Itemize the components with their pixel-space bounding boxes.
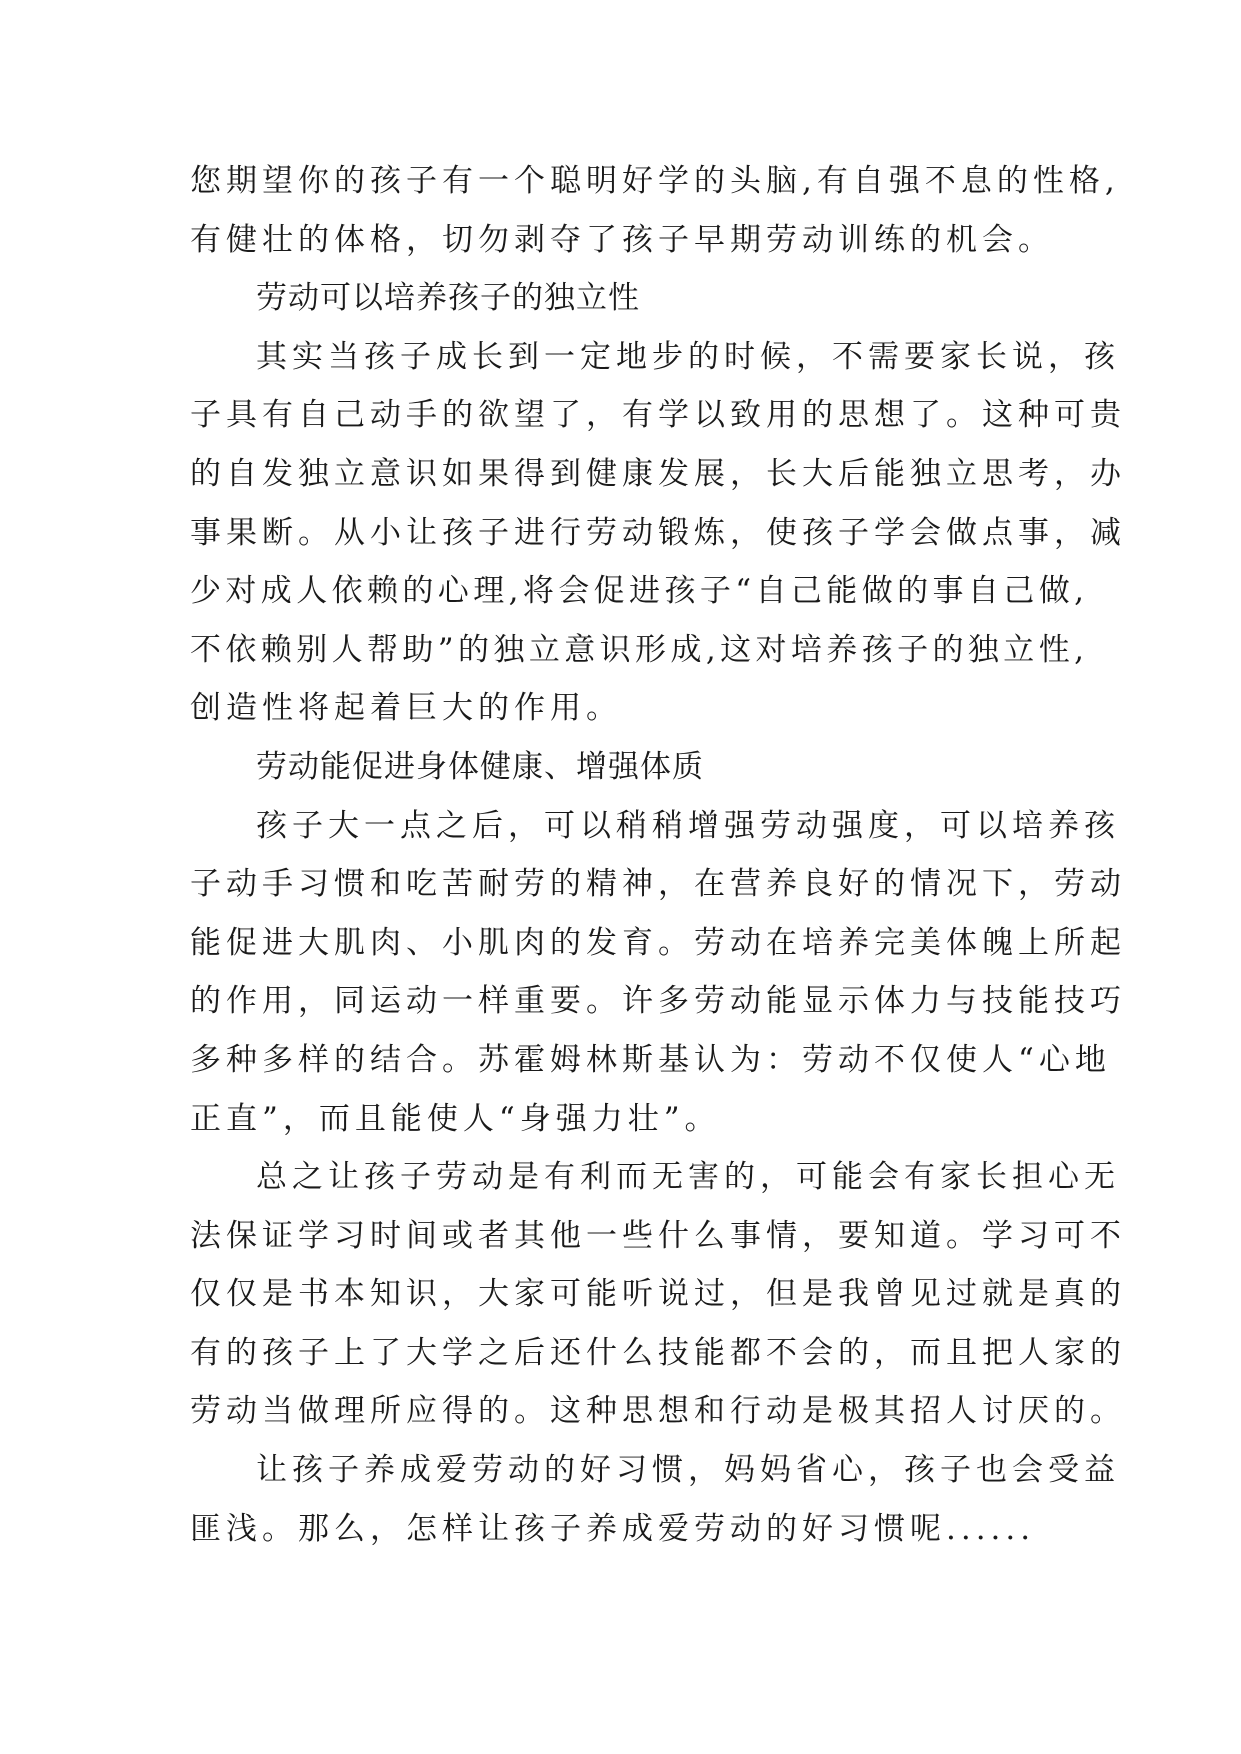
text-line: 有的孩子上了大学之后还什么技能都不会的，而且把人家的 <box>190 1334 1126 1371</box>
text-line: 子具有自己动手的欲望了，有学以致用的思想了。这种可贵 <box>190 397 1126 434</box>
text-line: 正直”，而且能使人“身强力壮”。 <box>190 1100 721 1137</box>
text-line: 少对成人依赖的心理,将会促进孩子“自己能做的事自己做, <box>190 573 1089 610</box>
text-line: 创造性将起着巨大的作用。 <box>190 690 622 727</box>
text-line: 仅仅是书本知识，大家可能听说过，但是我曾见过就是真的 <box>190 1276 1126 1313</box>
section-heading-health: 劳动能促进身体健康、增强体质 <box>256 748 704 785</box>
text-line: 您期望你的孩子有一个聪明好学的头脑,有自强不息的性格, <box>190 163 1120 199</box>
body-text <box>190 152 1126 1558</box>
text-line: 匪浅。那么，怎样让孩子养成爱劳动的好习惯呢...... <box>190 1510 1036 1547</box>
text-line: 不依赖别人帮助”的独立意识形成,这对培养孩子的独立性, <box>190 631 1089 668</box>
text-line: 有健壮的体格，切勿剥夺了孩子早期劳动训练的机会。 <box>190 221 1054 258</box>
text-line: 的自发独立意识如果得到健康发展，长大后能独立思考，办 <box>190 455 1126 492</box>
text-line: 总之让孩子劳动是有利而无害的，可能会有家长担心无 <box>256 1159 1120 1196</box>
text-line: 孩子大一点之后，可以稍稍增强劳动强度，可以培养孩 <box>256 807 1120 844</box>
text-line: 法保证学习时间或者其他一些什么事情，要知道。学习可不 <box>190 1217 1126 1254</box>
text-line: 的作用，同运动一样重要。许多劳动能显示体力与技能技巧 <box>190 983 1126 1020</box>
text-line: 多种多样的结合。苏霍姆林斯基认为：劳动不仅使人“心地 <box>190 1041 1111 1078</box>
text-line: 能促进大肌肉、小肌肉的发育。劳动在培养完美体魄上所起 <box>190 924 1126 961</box>
text-line: 劳动当做理所应得的。这种思想和行动是极其招人讨厌的。 <box>190 1393 1126 1430</box>
section-heading-independence: 劳动可以培养孩子的独立性 <box>256 280 640 317</box>
text-line: 其实当孩子成长到一定地步的时候，不需要家长说，孩 <box>256 338 1120 375</box>
text-line: 子动手习惯和吃苦耐劳的精神，在营养良好的情况下，劳动 <box>190 866 1126 903</box>
text-line: 让孩子养成爱劳动的好习惯，妈妈省心，孩子也会受益 <box>256 1452 1120 1489</box>
text-line: 事果断。从小让孩子进行劳动锻炼，使孩子学会做点事，减 <box>190 514 1126 551</box>
